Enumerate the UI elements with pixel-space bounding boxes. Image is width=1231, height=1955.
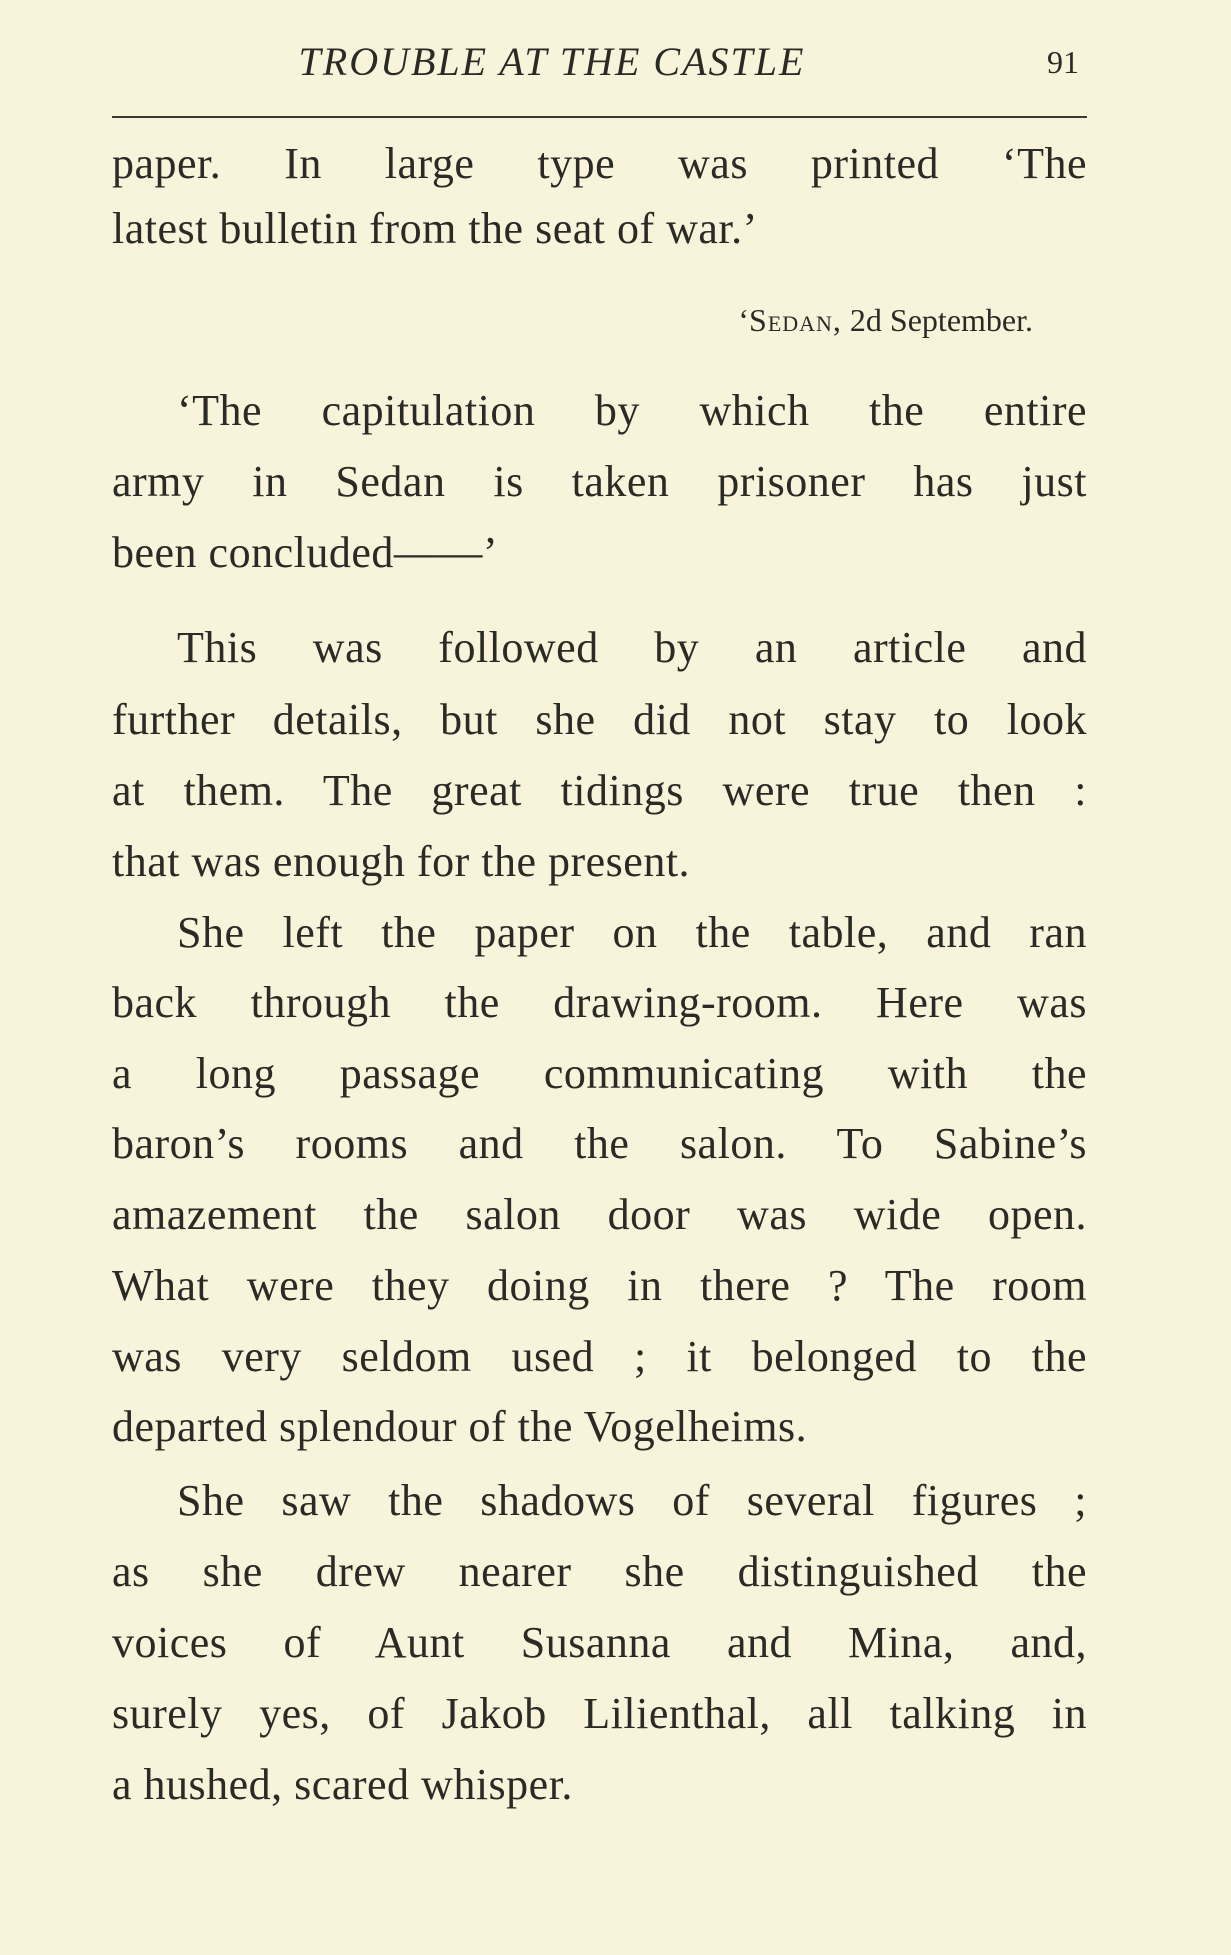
text-line: She left the paper on the table, and ran xyxy=(177,908,1087,957)
header-rule xyxy=(112,116,1087,118)
running-title: TROUBLE AT THE CASTLE xyxy=(298,39,806,84)
dateline-place: Sedan, xyxy=(749,302,842,338)
text-line: was very seldom used ; it belonged to the xyxy=(112,1332,1087,1381)
text-line: voices of Aunt Susanna and Mina, and, xyxy=(112,1618,1087,1667)
text-line: at them. The great tidings were true then : xyxy=(112,766,1087,815)
text-line: latest bulletin from the seat of war.’ xyxy=(112,204,758,253)
text-line: She saw the shadows of several figures ; xyxy=(177,1476,1087,1525)
running-header xyxy=(112,38,1087,88)
text-line: further details, but she did not stay to look xyxy=(112,695,1087,744)
text-line: a long passage communicating with the xyxy=(112,1049,1087,1098)
text-line: surely yes, of Jakob Lilienthal, all talking in xyxy=(112,1689,1087,1738)
text-line: This was followed by an article and xyxy=(177,623,1087,672)
text-line: been concluded——’ xyxy=(112,528,499,577)
page-number: 91 xyxy=(1047,44,1079,80)
text-line: baron’s rooms and the salon. To Sabine’s xyxy=(112,1119,1087,1168)
text-line: What were they doing in there ? The room xyxy=(112,1261,1087,1310)
text-line: back through the drawing-room. Here was xyxy=(112,978,1087,1027)
text-line: ‘The capitulation by which the entire xyxy=(177,386,1087,435)
text-line: amazement the salon door was wide open. xyxy=(112,1190,1087,1239)
text-line: as she drew nearer she distinguished the xyxy=(112,1547,1087,1596)
dateline xyxy=(738,300,1033,340)
text-line: a hushed, scared whisper. xyxy=(112,1760,573,1809)
text-line: departed splendour of the Vogelheims. xyxy=(112,1402,808,1451)
dateline-quote: ‘ xyxy=(738,302,750,338)
dateline-date: 2d September. xyxy=(841,302,1033,338)
text-line: paper. In large type was printed ‘The xyxy=(112,139,1087,188)
text-line: that was enough for the present. xyxy=(112,837,691,886)
text-line: army in Sedan is taken prisoner has just xyxy=(112,457,1087,506)
